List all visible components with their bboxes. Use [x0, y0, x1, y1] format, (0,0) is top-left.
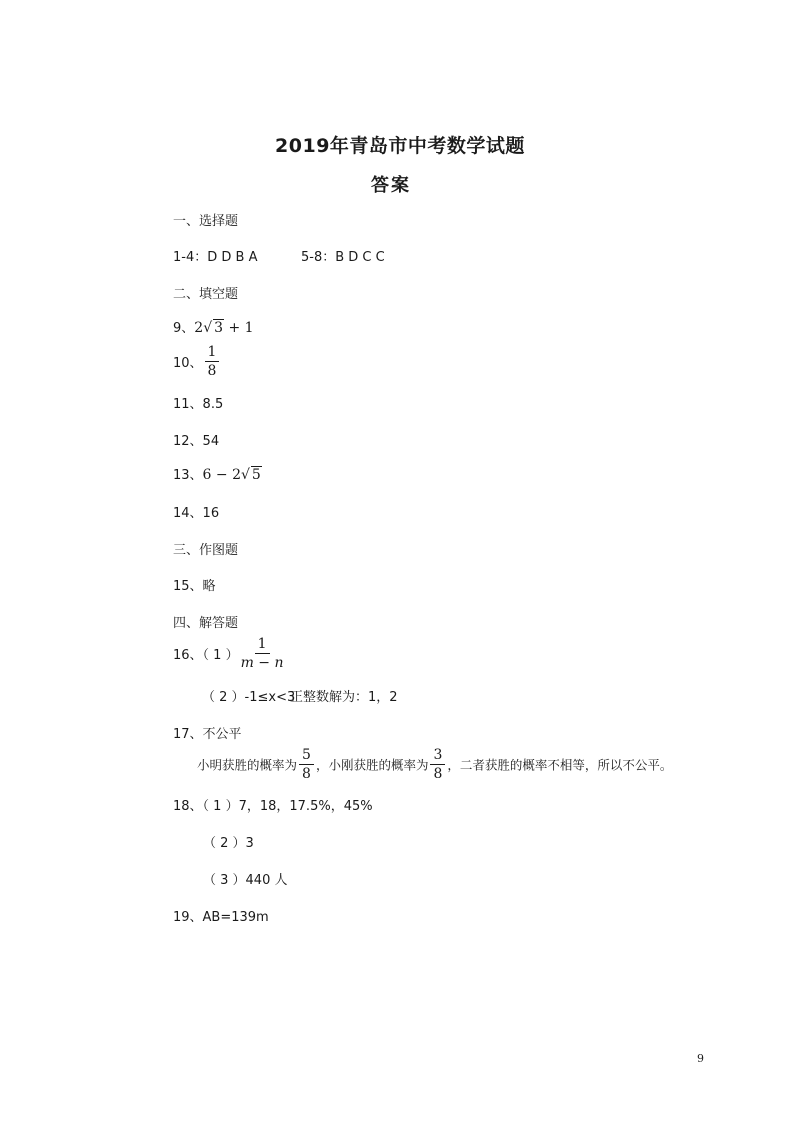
answer-16-part1	[173, 637, 286, 670]
answer-17-fraction-a-den: 8	[302, 766, 311, 782]
answer-19: 19、AB=139m	[173, 910, 269, 925]
section-heading-drawing: 三、作图题	[173, 543, 239, 558]
answer-13	[173, 464, 262, 483]
answer-17-fraction-a-num: 5	[299, 748, 314, 765]
section-heading-solve: 四、解答题	[173, 616, 239, 631]
answer-11: 11、8.5	[173, 397, 224, 412]
answer-17-text-b: ，小刚获胜的概率为	[315, 757, 429, 773]
answer-16-part2-solution: 正整数解为：1，2	[290, 690, 398, 705]
answer-17-explanation	[197, 748, 672, 781]
page-number: 9	[697, 1052, 704, 1065]
answer-16-numerator: 1	[255, 637, 270, 654]
answer-9-label: 9、	[173, 321, 195, 336]
answer-13-sqrt: √ 5	[241, 467, 261, 483]
answer-17-heading: 17、不公平	[173, 727, 242, 742]
answer-17-fraction-b-den: 8	[433, 766, 443, 782]
answer-18-part2: （ 2 ）3	[203, 836, 254, 851]
answer-17-fraction-a	[299, 748, 314, 781]
answer-14: 14、16	[173, 506, 220, 521]
answer-10-label: 10、	[173, 356, 203, 371]
answer-9-radicand: 3	[214, 320, 224, 336]
answer-10-denominator: 8	[207, 363, 217, 379]
page-subtitle: 答案	[371, 175, 411, 196]
answer-choice-5-8: 5-8：B D C C	[301, 250, 385, 265]
section-heading-choice: 一、选择题	[173, 214, 239, 229]
answer-17-fraction-b	[430, 748, 445, 781]
answer-13-radicand: 5	[251, 467, 261, 483]
answer-9-coef: 2	[194, 320, 204, 336]
answer-13-expr: 6 − 2	[202, 467, 241, 483]
answer-13-label: 13、	[173, 468, 203, 483]
answer-16-part2: （ 2 ）-1≤x<3	[202, 690, 296, 705]
answer-10-fraction	[205, 345, 220, 378]
answer-9-tail: + 1	[224, 320, 254, 336]
page-title: 2019年青岛市中考数学试题	[275, 135, 525, 157]
answer-17-text-c: ，二者获胜的概率不相等，所以不公平。	[447, 757, 673, 773]
answer-17-text-a: 小明获胜的概率为	[197, 757, 298, 773]
answer-12: 12、54	[173, 434, 220, 449]
answer-16-label: 16、（ 1 ）	[173, 648, 239, 663]
answer-9-sqrt: √ 3	[203, 320, 224, 336]
answer-16-denominator: m − n	[240, 655, 284, 671]
answer-16-fraction	[241, 637, 284, 670]
answer-10-numerator: 1	[205, 345, 220, 362]
answer-18-part1: 18、（ 1 ）7，18，17.5%，45%	[173, 799, 373, 814]
answer-9	[173, 317, 254, 336]
answer-10	[173, 345, 221, 378]
answer-17-fraction-b-num: 3	[430, 748, 445, 765]
answer-18-part3: （ 3 ）440 人	[203, 873, 288, 888]
answer-choice-1-4: 1-4：D D B A	[173, 250, 258, 265]
section-heading-fill: 二、填空题	[173, 287, 239, 302]
answer-15: 15、略	[173, 579, 216, 594]
